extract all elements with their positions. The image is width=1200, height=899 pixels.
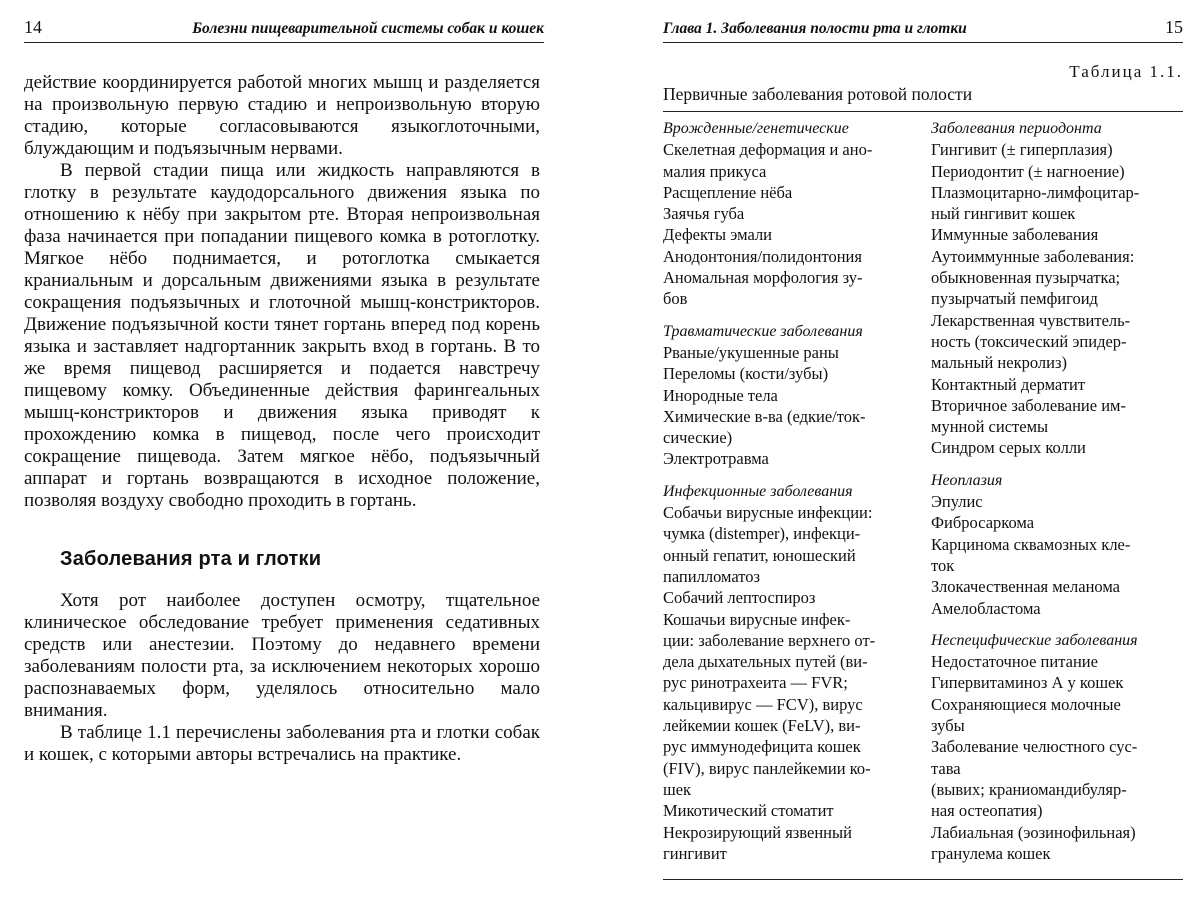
table-bottom-rule bbox=[663, 879, 1183, 880]
table-item: ции: заболевание верхнего от- bbox=[663, 630, 876, 650]
table-item: Заячья губа bbox=[663, 204, 745, 224]
table-item: Вторичное заболевание им- bbox=[931, 395, 1126, 415]
category-heading: Неспецифические заболевания bbox=[931, 631, 1138, 649]
table-item: малия прикуса bbox=[663, 161, 767, 181]
table-item: Собачьи вирусные инфекции: bbox=[663, 503, 873, 523]
table-item: лейкемии кошек (FeLV), ви- bbox=[663, 716, 861, 736]
left-running-title: Болезни пищеварительной системы собак и кошек bbox=[192, 20, 544, 37]
table-item: Гипервитаминоз А у кошек bbox=[931, 673, 1124, 693]
right-page-number: 15 bbox=[1165, 17, 1183, 37]
table-item: тава bbox=[931, 758, 961, 778]
table-item: Заболевание челюстного сус- bbox=[931, 737, 1138, 757]
table-item: Лабиальная (эозинофильная) bbox=[931, 822, 1136, 842]
left-page-number: 14 bbox=[24, 17, 42, 37]
table-item: Периодонтит (± нагноение) bbox=[931, 161, 1125, 181]
table-item: сические) bbox=[663, 428, 733, 448]
table-item: ная остеопатия) bbox=[931, 801, 1043, 821]
table-item: Скелетная деформация и ано- bbox=[663, 140, 873, 160]
table-item: Фибросаркома bbox=[931, 513, 1035, 533]
table-item: чумка (distemper), инфекци- bbox=[663, 524, 861, 544]
table-item: ность (токсический эпидер- bbox=[931, 331, 1127, 351]
table-item: Лекарственная чувствитель- bbox=[931, 310, 1131, 330]
table-column-left bbox=[663, 118, 908, 864]
table-item: зубы bbox=[931, 716, 965, 736]
table-caption bbox=[663, 62, 1183, 112]
table-item: Микотический стоматит bbox=[663, 801, 834, 821]
table-item: Аномальная морфология зу- bbox=[663, 268, 863, 288]
table-item: мальный некролиз) bbox=[931, 353, 1067, 373]
paragraph: Хотя рот наиболее доступен осмотру, тщательное клиническое обследование требует применения седативных средств или анестезии. Поэтому до недавнего времени заболеваниям полости рта, за исключением некоторых хорошо распознаваемых форм, уделялось относительно мало внимания. bbox=[24, 590, 540, 721]
table-item: рус ринотрахеита — FVR; bbox=[663, 673, 848, 693]
table-item: кальцивирус — FCV), вирус bbox=[663, 694, 863, 714]
table-item: папилломатоз bbox=[663, 566, 760, 586]
table-item: Анодонтония/полидонтония bbox=[663, 246, 862, 266]
table-label: Таблица 1.1. bbox=[1069, 62, 1183, 81]
table-item: Химические в-ва (едкие/ток- bbox=[663, 406, 866, 426]
table-item: гранулема кошек bbox=[931, 843, 1051, 863]
right-running-header bbox=[663, 12, 1183, 43]
category-heading: Травматические заболевания bbox=[663, 322, 863, 340]
table-item: бов bbox=[663, 289, 688, 309]
table-column-right bbox=[931, 118, 1183, 864]
right-page bbox=[600, 0, 1200, 899]
category-heading: Врожденные/генетические bbox=[663, 120, 849, 137]
table-item: пузырчатый пемфигоид bbox=[931, 289, 1098, 309]
table-item: гингивит bbox=[663, 843, 727, 863]
table-item: Гингивит (± гиперплазия) bbox=[931, 140, 1113, 160]
table-item: Инородные тела bbox=[663, 385, 778, 405]
table-item: рус иммунодефицита кошек bbox=[663, 737, 861, 757]
table-item: Недостаточное питание bbox=[931, 652, 1098, 672]
table-item: Злокачественная меланома bbox=[931, 577, 1120, 597]
table-item: Плазмоцитарно-лимфоцитар- bbox=[931, 182, 1140, 202]
table-item: (FIV), вирус панлейкемии ко- bbox=[663, 758, 871, 778]
paragraph: В таблице 1.1 перечислены заболевания рта и глотки собак и кошек, с которыми авторы встречались на практике. bbox=[24, 722, 540, 765]
table-item: Контактный дерматит bbox=[931, 374, 1086, 394]
table-item: Собачий лептоспироз bbox=[663, 588, 816, 608]
category-heading: Заболевания периодонта bbox=[931, 120, 1102, 137]
paragraph: В первой стадии пища или жидкость направляются в глотку в результате каудодорсального движения языка по отношению к нёбу при закрытом рте. Вторая непроизвольная фаза начинается при попадании пищевого комка в ротоглотку. Мягкое нёбо поднимается, и ротоглотка смыкается краниальным и дорсальным движениями языка в результате сокращения подъязычных и глоточной мышц-констрикторов. Движение подъязычной кости тянет гортань вперед под корень языка и заставляет надгортанник закрыть вход в гортань. В то же время пищевод расширяется и подается навстречу пищевому комку. Объединенные действия фарингеальных мышц-констрикторов и движения языка приводят к прохождению комка в пищевод, после чего происходит сокращение пищевода. Затем мягкое нёбо, подъязычный аппарат и гортань возвращаются в исходное положение, позволяя воздуху свободно проходить в гортань. bbox=[24, 160, 540, 511]
table-item: Некрозирующий язвенный bbox=[663, 822, 852, 842]
table-item: шек bbox=[663, 779, 692, 799]
table-item: Кошачьи вирусные инфек- bbox=[663, 609, 851, 629]
table-item: Переломы (кости/зубы) bbox=[663, 364, 829, 384]
table-item: Эпулис bbox=[931, 492, 983, 512]
table-item: Иммунные заболевания bbox=[931, 225, 1099, 245]
table-item: ный гингивит кошек bbox=[931, 204, 1076, 224]
table-item: дела дыхательных путей (ви- bbox=[663, 652, 868, 672]
table-item: Расщепление нёба bbox=[663, 182, 793, 202]
table-item: мунной системы bbox=[931, 417, 1049, 437]
table-item: ток bbox=[931, 555, 955, 575]
table-item: Дефекты эмали bbox=[663, 225, 773, 245]
left-body-text bbox=[24, 72, 540, 766]
table-title: Первичные заболевания ротовой полости bbox=[663, 84, 1183, 112]
table-item: Электротравма bbox=[663, 449, 769, 469]
right-running-title: Глава 1. Заболевания полости рта и глотки bbox=[663, 20, 967, 37]
section-heading: Заболевания рта и глотки bbox=[60, 548, 322, 570]
table-item: Карцинома сквамозных кле- bbox=[931, 534, 1131, 554]
table-item: Аутоиммунные заболевания: bbox=[931, 246, 1135, 266]
category-heading: Инфекционные заболевания bbox=[663, 482, 853, 500]
disease-table bbox=[663, 118, 1183, 864]
table-item: обыкновенная пузырчатка; bbox=[931, 268, 1121, 288]
table-item: Рваные/укушенные раны bbox=[663, 342, 839, 362]
category-heading: Неоплазия bbox=[931, 471, 1003, 489]
table-item: (вывих; краниомандибуляр- bbox=[931, 779, 1127, 799]
table-item: Синдром серых колли bbox=[931, 438, 1086, 458]
table-item: Амелобластома bbox=[931, 598, 1041, 618]
left-running-header bbox=[24, 12, 544, 43]
paragraph: действие координируется работой многих мышц и разделяется на произвольную первую стадию и непроизвольную вторую стадию, которые согласовываются языкоглоточными, блуждающим и подъязычным нервами. bbox=[24, 72, 540, 159]
table-item: онный гепатит, юношеский bbox=[663, 545, 856, 565]
table-item: Сохраняющиеся молочные bbox=[931, 694, 1121, 714]
